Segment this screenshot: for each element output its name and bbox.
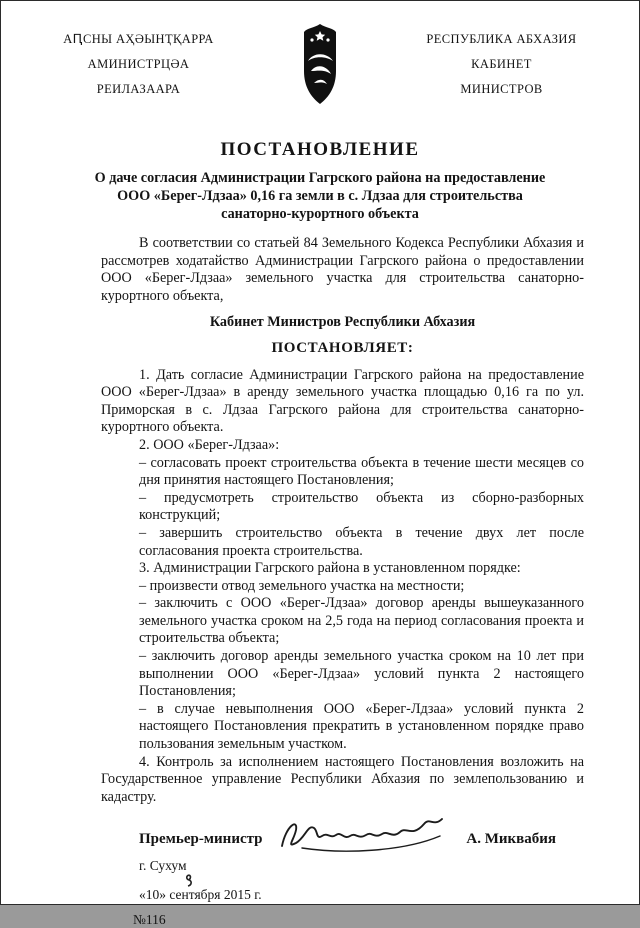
coat-of-arms-shield [300, 23, 340, 105]
letterhead-left-line-2: АМИНИСТРЦӘА [87, 57, 190, 71]
letterhead-right-line-3: МИНИСТРОВ [460, 82, 543, 96]
item-2-sub-3: – завершить строительство объекта в течение двух лет после согласования проекта строительства. [139, 524, 584, 559]
item-2-sub-2: – предусмотреть строительство объекта из сборно-разборных конструкций; [139, 489, 584, 524]
footer-number: №116 [133, 912, 166, 928]
signer-name: А. Миквабия [466, 830, 556, 847]
ink-stamp-mark-icon [183, 874, 195, 887]
item-4: 4. Контроль за исполнением настоящего Постановления возложить на Государственное управление Республики Абхазия по землепользованию и кадастру. [101, 753, 584, 805]
letterhead-left-line-1: АԤСНЫ АҲӘЫНҬҚАРРА [63, 32, 214, 46]
intro-paragraph: В соответствии со статьей 84 Земельного Кодекса Республики Абхазия и рассмотрев ходатайство Администрации Гагрского района о предоставлении ООО «Берег-Лдзаа» земельного участка для строительства санаторно-курортного объекта, [101, 235, 584, 304]
item-2-heading: 2. ООО «Берег-Лдзаа»: [139, 436, 280, 453]
footer-city: г. Сухум [139, 858, 187, 874]
item-3-heading: 3. Администрации Гагрского района в установленном порядке: [139, 560, 521, 577]
document-subject: О даче согласия Администрации Гагрского района на предоставление ООО «Берег-Лдзаа» 0,16 га земли в с. Лдзаа для строительства санаторно-курортного объекта [94, 170, 546, 222]
letterhead-left-line-3: РЕИЛАЗААРА [96, 82, 181, 96]
handwritten-signature-icon [263, 812, 467, 856]
footer-date: «10» сентября 2015 г. [139, 887, 262, 903]
decree-word: ПОСТАНОВЛЯЕТ: [271, 339, 414, 356]
signature-stroke [272, 812, 457, 856]
document-title: ПОСТАНОВЛЕНИЕ [220, 139, 420, 160]
letterhead-right-russian [394, 21, 609, 102]
resolver-line: Кабинет Министров Республики Абхазия [209, 314, 476, 331]
item-3-sub-1: – произвести отвод земельного участка на местности; [139, 577, 465, 594]
signature-block [139, 822, 584, 856]
document-body [101, 235, 584, 806]
item-3-sub-3: – заключить договор аренды земельного участка сроком на 10 лет при выполнении ООО «Берег-Лдзаа» условий пункта 2 настоящего Постановления; [139, 648, 584, 700]
item-3-sub-2: – заключить с ООО «Берег-Лдзаа» договор аренды вышеуказанного земельного участка сроком на 2,5 года на период согласования проекта и строительства объекта; [139, 595, 584, 647]
item-2-sub-1: – согласовать проект строительства объекта в течение шести месяцев со дня принятия настоящего Постановления; [139, 454, 584, 489]
item-3-sub-4: – в случае невыполнения ООО «Берег-Лдзаа» условий пункта 2 настоящего Постановления прекратить в установленном порядке право пользования земельным участком. [139, 700, 584, 753]
letterhead-left-abkhaz [31, 21, 246, 102]
coat-of-arms-icon [290, 21, 350, 105]
letterhead-right-line-1: РЕСПУБЛИКА АБХАЗИЯ [426, 32, 577, 46]
letterhead [31, 21, 609, 105]
signer-role: Премьер-министр [139, 830, 263, 847]
item-1: 1. Дать согласие Администрации Гагрского района на предоставление ООО «Берег-Лдзаа» в аренду земельного участка площадью 0,16 га по ул. Приморская в с. Лдзаа Гагрского района для строительства санаторно-курортного объекта. [101, 366, 584, 436]
document-footer [133, 858, 609, 928]
letterhead-right-line-2: КАБИНЕТ [471, 57, 532, 71]
